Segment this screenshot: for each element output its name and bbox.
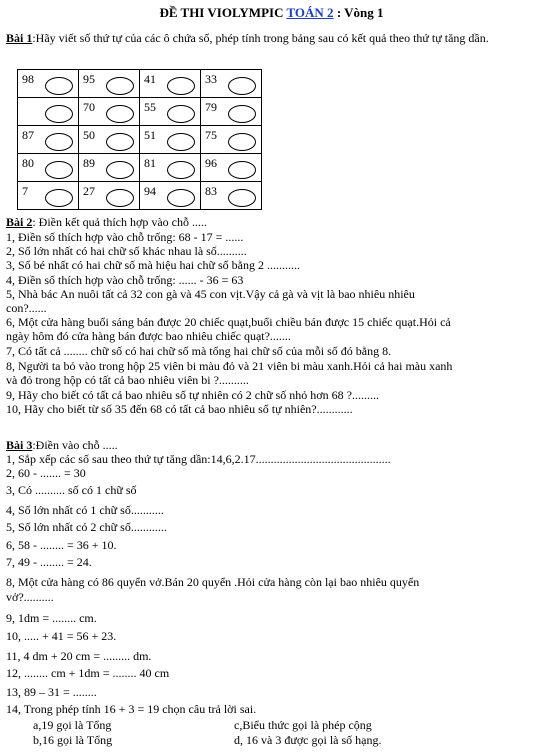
answer-choice[interactable]: c,Biểu thức gọi là phép cộng [234, 718, 372, 732]
grid-cell-number: 89 [83, 156, 95, 170]
bai2-item: ngày hôm đó cửa hàng bán được bao nhiêu chiếc quạt?....... [6, 329, 291, 343]
grid-cell-number: 27 [83, 184, 95, 198]
answer-circle[interactable] [45, 105, 73, 123]
grid-cell-number: 81 [144, 156, 156, 170]
answer-circle[interactable] [106, 105, 134, 123]
answer-circle[interactable] [106, 161, 134, 179]
answer-circle[interactable] [106, 133, 134, 151]
grid-cell-number: 96 [205, 156, 217, 170]
grid-cell [140, 70, 201, 98]
answer-circle[interactable] [228, 77, 256, 95]
grid-cell-number: 94 [144, 184, 156, 198]
answer-circle[interactable] [45, 133, 73, 151]
bai3-heading [6, 438, 538, 452]
bai2-item: con?...... [6, 301, 47, 315]
grid-cell [18, 98, 79, 126]
grid-cell [79, 126, 140, 154]
grid-cell-number: 51 [144, 128, 156, 142]
answer-circle[interactable] [228, 133, 256, 151]
bai3-item: 4, Số lớn nhất có 1 chữ số........... [6, 503, 164, 517]
answer-choice[interactable]: b,16 gọi là Tổng [33, 733, 113, 747]
bai3-item: vở?.......... [6, 590, 54, 604]
answer-circle[interactable] [228, 189, 256, 207]
bai3-item: 11, 4 dm + 20 cm = ......... dm. [6, 649, 152, 663]
bai2-item: 3, Số bé nhất có hai chữ số mà hiệu hai chữ số bằng 2 ........... [6, 258, 300, 272]
title-link[interactable]: TOÁN 2 [286, 5, 334, 20]
answer-circle[interactable] [228, 161, 256, 179]
number-grid [17, 69, 262, 210]
grid-cell [18, 70, 79, 98]
bai3-item: 9, 1dm = ........ cm. [6, 611, 97, 625]
grid-cell [18, 126, 79, 154]
bai3-item: 7, 49 - ........ = 24. [6, 555, 92, 569]
grid-cell [79, 98, 140, 126]
grid-cell-number: 7 [22, 184, 28, 198]
grid-cell [140, 126, 201, 154]
grid-cell [140, 182, 201, 210]
grid-cell-number: 95 [83, 72, 95, 86]
bai3-item: 5, Số lớn nhất có 2 chữ số............ [6, 520, 167, 534]
grid-cell-number: 87 [22, 128, 34, 142]
grid-cell-number: 50 [83, 128, 95, 142]
grid-cell [79, 70, 140, 98]
grid-row [18, 182, 262, 210]
bai2-item: 7, Có tất cả ........ chữ số có hai chữ số mà tổng hai chữ số của mỗi số đó bằng 8. [6, 344, 392, 358]
grid-cell [79, 154, 140, 182]
grid-cell-number: 80 [22, 156, 34, 170]
bai2-item: 4, Điền số thích hợp vào chỗ trống: ...... - 36 = 63 [6, 273, 244, 287]
answer-circle[interactable] [167, 161, 195, 179]
grid-cell-number: 55 [144, 100, 156, 114]
answer-circle[interactable] [167, 77, 195, 95]
title-suffix: : Vòng 1 [333, 5, 384, 20]
bai2-item: 2, Số lớn nhất có hai chữ số khác nhau là số.......... [6, 244, 247, 258]
answer-circle[interactable] [167, 189, 195, 207]
bai2-item: 6, Một cửa hàng buổi sáng bán được 20 chiếc quạt,buổi chiều bán được 15 chiếc quạt.Hỏi cả [6, 315, 451, 329]
grid-row [18, 126, 262, 154]
grid-cell [201, 70, 262, 98]
grid-cell [79, 182, 140, 210]
grid-cell-number: 70 [83, 100, 95, 114]
bai2-item: 1, Điền số thích hợp vào chỗ trống: 68 - 17 = ...... [6, 230, 244, 244]
bai1-text: :Hãy viết số thứ tự của các ô chứa số, phép tính trong bảng sau có kết quả theo thứ tự tăng dần. [32, 31, 489, 45]
bai3-text: :Điền vào chỗ ..... [32, 438, 118, 452]
bai2-label: Bài 2 [6, 215, 33, 229]
grid-cell [140, 154, 201, 182]
answer-circle[interactable] [167, 105, 195, 123]
answer-circle[interactable] [45, 161, 73, 179]
bai3-item: 10, ..... + 41 = 56 + 23. [6, 629, 117, 643]
bai2-item: và đỏ trong hộp có tất cả bao nhiêu viên bi ?.......... [6, 373, 249, 387]
title-prefix: ĐỀ THI VIOLYMPIC [159, 5, 287, 20]
grid-cell-number: 79 [205, 100, 217, 114]
grid-row [18, 98, 262, 126]
grid-cell [18, 182, 79, 210]
answer-circle[interactable] [167, 133, 195, 151]
bai2-text: : Điền kết quả thích hợp vào chỗ ..... [32, 215, 207, 229]
grid-cell-number: 41 [144, 72, 156, 86]
grid-cell [140, 98, 201, 126]
bai2-heading [6, 215, 538, 229]
bai2-item: 10, Hãy cho biết từ số 35 đến 68 có tất cả bao nhiêu số tự nhiên?............ [6, 402, 353, 416]
bai2-item: 5, Nhà bác An nuôi tất cả 32 con gà và 45 con vịt.Vậy cả gà và vịt là bao nhiêu nhiêu [6, 287, 415, 301]
grid-cell [18, 154, 79, 182]
bai1-label: Bài 1 [6, 31, 33, 45]
answer-circle[interactable] [106, 189, 134, 207]
grid-cell [201, 126, 262, 154]
grid-row [18, 154, 262, 182]
bai3-item: 12, ........ cm + 1dm = ........ 40 cm [6, 666, 170, 680]
answer-choice[interactable]: a,19 gọi là Tổng [33, 718, 112, 732]
bai3-label: Bài 3 [6, 438, 33, 452]
grid-cell-number: 75 [205, 128, 217, 142]
bai2-item: 8, Người ta bỏ vào trong hộp 25 viên bi màu đỏ và 21 viên bi màu xanh.Hỏi cả hai màu xanh [6, 359, 453, 373]
grid-cell-number: 98 [22, 72, 34, 86]
grid-cell [201, 98, 262, 126]
bai3-item: 6, 58 - ........ = 36 + 10. [6, 538, 117, 552]
answer-circle[interactable] [106, 77, 134, 95]
bai3-item: 14, Trong phép tính 16 + 3 = 19 chọn câu trả lời sai. [6, 702, 257, 716]
bai3-item: 3, Có .......... số có 1 chữ số [6, 483, 137, 497]
grid-cell-number: 33 [205, 72, 217, 86]
grid-cell-number: 83 [205, 184, 217, 198]
grid-cell [201, 182, 262, 210]
bai1-instruction [6, 31, 538, 45]
bai3-item: 8, Một cửa hàng có 86 quyển vở.Bán 20 quyển .Hỏi cửa hàng còn lại bao nhiêu quyển [6, 575, 420, 589]
answer-circle[interactable] [228, 105, 256, 123]
bai3-item: 1, Sắp xếp các số sau theo thứ tự tăng dần:14,6,2.17............................................. [6, 452, 391, 466]
bai2-item: 9, Hãy cho biết có tất cả bao nhiêu số tự nhiên có 2 chữ số nhỏ hơn 68 ?......... [6, 388, 379, 402]
grid-cell [201, 154, 262, 182]
answer-choice[interactable]: d, 16 và 3 được gọi là số hạng. [234, 733, 382, 747]
answer-circle[interactable] [45, 77, 73, 95]
bai3-item: 13, 89 – 31 = ........ [6, 685, 97, 699]
bai3-item: 2, 60 - ....... = 30 [6, 466, 86, 480]
page-title [0, 5, 543, 21]
grid-row [18, 70, 262, 98]
answer-circle[interactable] [45, 189, 73, 207]
